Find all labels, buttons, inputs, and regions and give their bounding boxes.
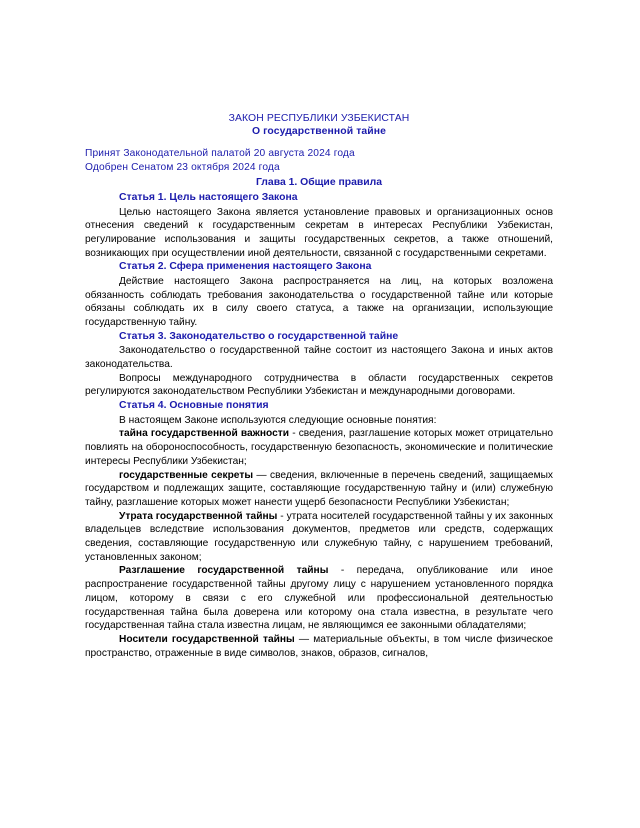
article-1-paragraph-1	[85, 206, 553, 261]
document-body	[85, 112, 553, 660]
definition-text: - сведения, разглашение которых может отрицательно повлиять на обороноспособность, государственную безопасность, экономические и политические интересы Республики Узбекистан;	[85, 428, 553, 467]
chapter-heading: Глава 1. Общие правила	[255, 177, 383, 189]
adopted-by-line: Принят Законодательной палатой 20 августа 2024 года	[85, 148, 355, 160]
article-2-paragraph-1	[85, 275, 553, 330]
definition-utrata-gosudarstvennoy-tayny	[85, 510, 553, 565]
article-3-paragraph-2	[85, 372, 553, 399]
definition-term: тайна государственной важности	[119, 428, 290, 440]
definition-text: — материальные объекты, в том числе физическое пространство, отраженные в виде символов, знаков, образов, сигналов,	[85, 633, 553, 659]
paragraph-text: Действие настоящего Закона распространяется на лиц, на которых возложена обязанность соблюдать требования законодательства о государственной тайне или которые обязаны соблюдать их в силу своего статуса, а также на организации, использующие государственную тайну.	[85, 275, 553, 329]
approved-by-line: Одобрен Сенатом 23 октября 2024 года	[85, 162, 280, 174]
article-4-paragraph-1	[85, 414, 553, 428]
document-title-block	[85, 112, 553, 138]
document-title-subtitle: О государственной тайне	[251, 126, 387, 138]
article-heading-2: Статья 2. Сфера применения настоящего Закона	[119, 261, 372, 273]
definition-gosudarstvennye-sekrety	[85, 469, 553, 510]
definition-term: государственные секреты	[119, 469, 254, 481]
article-3-paragraph-1	[85, 344, 553, 371]
paragraph-text: Вопросы международного сотрудничества в области государственных секретов регулируются законодательством Республики Узбекистан и международными договорами.	[85, 372, 553, 398]
document-title-main: ЗАКОН РЕСПУБЛИКИ УЗБЕКИСТАН	[228, 113, 410, 124]
definition-razglashenie-gosudarstvennoy-tayny	[85, 564, 553, 633]
definition-term: Разглашение государственной тайны	[119, 565, 329, 577]
definition-tayna-gosudarstvennoy-vazhnosti	[85, 427, 553, 468]
paragraph-text: Целью настоящего Закона является установление правовых и организационных основ отнесения сведений к государственным секретам в интересах Республики Узбекистан, регулирование использования и защиты государственных секретов, а также отношений, возникающих при осуществлении иной деятельности, связанной с государственными секретами.	[85, 206, 553, 259]
article-heading-4: Статья 4. Основные понятия	[119, 400, 269, 412]
definition-text: - утрата носителей государственной тайны у их законных владельцев вследствие использования документов, предметов или средств, содержащих сведения, составляющие государственную или служебную тайну, с нарушением требований, установленных законом;	[85, 510, 553, 563]
paragraph-text: В настоящем Законе используются следующие основные понятия:	[119, 414, 437, 426]
article-heading-1: Статья 1. Цель настоящего Закона	[119, 191, 298, 203]
definition-nositeli-gosudarstvennoy-tayny	[85, 633, 553, 660]
definition-term: Носители государственной тайны	[119, 633, 295, 645]
definition-text: - передача, опубликование или иное распространение государственной тайны другому лицу с нарушением установленного порядка лицом, которому в связи с его служебной или профессиональной деятельностью государственная тайна была доверена или которому она стала известна, в результате чего государственная тайна стала известна лицам, не являющимся ее законными обладателями;	[85, 565, 553, 632]
definition-text: — сведения, включенные в перечень сведений, защищаемых государством и подлежащих защите, составляющие государственную тайну и (или) служебную тайну, разглашение которых может нанести ущерб безопасности Республики Узбекистан;	[85, 469, 553, 508]
definition-term: Утрата государственной тайны	[119, 510, 278, 522]
paragraph-text: Законодательство о государственной тайне состоит из настоящего Закона и иных актов законодательства.	[85, 345, 553, 371]
article-heading-3: Статья 3. Законодательство о государственной тайне	[119, 330, 399, 342]
